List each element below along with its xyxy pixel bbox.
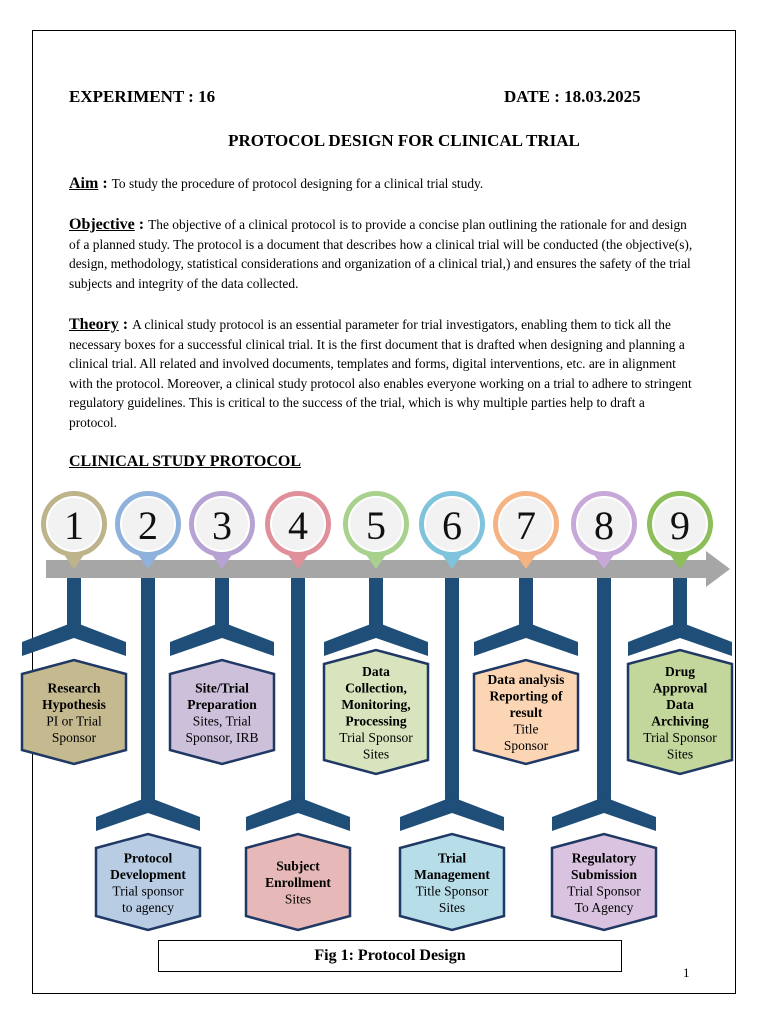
step-connector: [141, 578, 155, 805]
step-title-line: Regulatory: [571, 850, 637, 866]
step-title-line: Drug: [665, 663, 695, 679]
step-card: [22, 660, 126, 764]
step-title-line: Subject: [276, 858, 320, 874]
step-number: 2: [138, 503, 158, 548]
step-title-line: Reporting of: [489, 688, 563, 704]
step-title-line: Enrollment: [265, 875, 331, 890]
section-heading: CLINICAL STUDY PROTOCOL: [69, 453, 302, 470]
step-number: 8: [594, 503, 614, 548]
step-title-line: Submission: [570, 866, 638, 882]
step-owner-line: Sites: [362, 746, 390, 762]
step-owner-line: PI or Trial: [46, 713, 102, 729]
step-owner-line: to agency: [121, 899, 175, 915]
objective-label: Objective: [69, 216, 135, 233]
protocol-step-9: [628, 491, 732, 774]
step-owner-line: Sites: [284, 891, 312, 907]
step-number: 6: [442, 503, 462, 548]
protocol-step-1: [22, 491, 126, 764]
step-owner-line: Sites: [438, 899, 466, 915]
step-connector: [445, 578, 459, 805]
step-number: 4: [288, 503, 308, 548]
step-title-line: Research: [47, 680, 101, 696]
step-number: 3: [212, 503, 232, 548]
objective-paragraph: Objective : The objective of a clinical protocol is to provide a concise plan outlining the rationale for and design of a planned study. The protocol is a document that describes how a clinical trial will be conducted (the objective(s), design, methodology, statistical considerations and organization of a clinical trial,) and ensures the safety of the trial subjects and integrity of the data collected.: [69, 216, 693, 291]
step-owner-line: Sites, Trial: [192, 713, 252, 729]
step-title-line: Protocol: [123, 850, 173, 866]
step-title-line: Development: [110, 866, 186, 882]
protocol-timeline-diagram: [0, 480, 768, 935]
step-owner-line: To Agency: [574, 899, 634, 915]
protocol-step-7: [474, 491, 578, 764]
step-number: 9: [670, 503, 690, 548]
step-card: [552, 834, 656, 930]
experiment-date: DATE : 18.03.2025: [504, 87, 641, 106]
step-title-line: Preparation: [187, 696, 257, 712]
figure-caption: Fig 1: Protocol Design: [158, 940, 622, 972]
aim-label: Aim: [69, 175, 99, 192]
step-owner-line: Sites: [666, 746, 694, 762]
step-title-line: Data: [666, 696, 694, 712]
page-title: PROTOCOL DESIGN FOR CLINICAL TRIAL: [228, 131, 580, 150]
step-branch: [400, 797, 504, 831]
aim-text: To study the procedure of protocol designing for a clinical trial study.: [111, 176, 484, 191]
step-branch: [246, 797, 350, 831]
step-owner-line: Sponsor: [503, 738, 549, 753]
step-title-line: Site/Trial: [195, 680, 249, 696]
step-connector: [291, 578, 305, 805]
step-number: 7: [516, 503, 536, 548]
step-title-line: Data: [362, 663, 390, 679]
step-branch: [96, 797, 200, 831]
step-owner-line: Trial Sponsor: [339, 729, 413, 745]
step-branch: [22, 622, 126, 656]
step-card: [400, 834, 504, 930]
step-owner-line: Trial Sponsor: [643, 729, 717, 745]
step-title-line: Hypothesis: [42, 696, 106, 712]
step-title-line: Collection,: [345, 680, 407, 696]
step-title-line: Trial: [437, 850, 467, 866]
timeline-arrow-head: [706, 551, 730, 587]
step-branch: [552, 797, 656, 831]
protocol-step-5: [324, 491, 428, 774]
step-owner-line: Trial Sponsor: [567, 883, 641, 899]
step-number: 1: [64, 503, 84, 548]
theory-paragraph: Theory : A clinical study protocol is an essential parameter for trial investigators, enabling them to tick all the necessary boxes for a successful clinical trial. It is the first document that is drafted when designing and planning a clinical trial. All related and involved documents, templates and forms, digital interventions, etc. are in alignment with the protocol. Moreover, a clinical study protocol also enables everyone working on a trial to adhere to stringent regulatory guidelines. This is critical to the success of the trial, which is why multiple parties help to draft a protocol.: [69, 316, 692, 430]
step-number: 5: [366, 503, 386, 548]
objective-text: The objective of a clinical protocol is to provide a concise plan outlining the rationale for and design of a planned study. The protocol is a document that describes how a clinical trial will be conducted (the objective(s), design, methodology, statistical considerations and organization of a clinical trial,) and ensures the safety of the trial subjects and integrity of the data collected.: [69, 217, 693, 291]
protocol-step-3: [170, 491, 274, 764]
step-owner-line: Trial sponsor: [112, 883, 184, 899]
step-title-line: Management: [414, 866, 490, 882]
step-title-line: Approval: [652, 680, 708, 696]
step-branch: [170, 622, 274, 656]
step-connector: [597, 578, 611, 805]
theory-text: A clinical study protocol is an essential parameter for trial investigators, enabling them to tick all the necessary boxes for a successful clinical trial. It is the first document that is drafted when designing and planning a clinical trial. All related and involved documents, templates and forms, digital interventions, etc. are in alignment with the protocol. Moreover, a clinical study protocol also enables everyone working on a trial to adhere to stringent regulatory guidelines. This is critical to the success of the trial, which is why multiple parties help to draft a protocol.: [69, 317, 692, 430]
step-owner-line: Sponsor: [51, 729, 97, 745]
step-title-line: Archiving: [651, 713, 709, 729]
experiment-number: EXPERIMENT : 16: [69, 87, 216, 106]
theory-label: Theory: [69, 316, 119, 333]
page-number: 1: [683, 965, 690, 980]
step-branch: [474, 622, 578, 656]
step-owner-line: Sponsor, IRB: [185, 729, 259, 745]
step-card: [96, 834, 200, 930]
step-card: [170, 660, 274, 764]
step-owner-line: Title Sponsor: [415, 883, 489, 899]
step-title-line: result: [509, 705, 543, 720]
step-title-line: Data analysis: [487, 672, 565, 687]
step-title-line: Processing: [345, 713, 407, 729]
aim-paragraph: Aim : To study the procedure of protocol designing for a clinical trial study.: [69, 175, 484, 192]
step-owner-line: Title: [513, 721, 539, 737]
step-title-line: Monitoring,: [341, 696, 411, 712]
